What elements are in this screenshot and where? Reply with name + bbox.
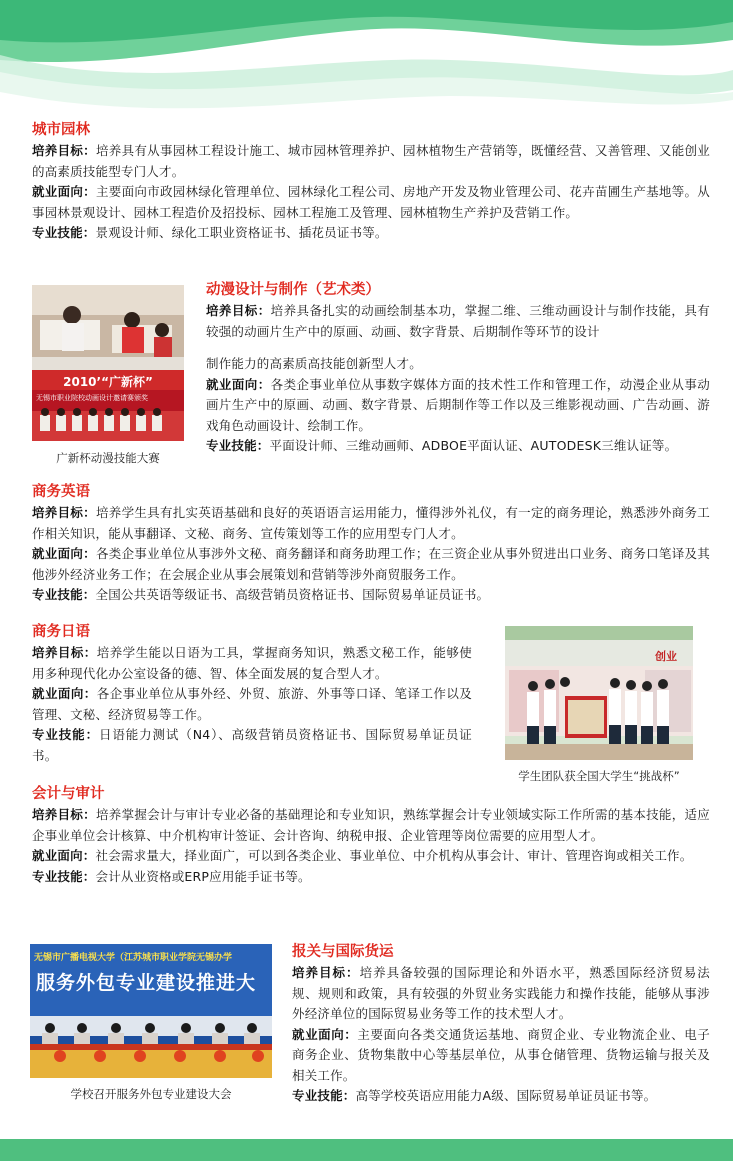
section-business-japanese	[32, 622, 472, 766]
skill-text: 高等学校英语应用能力A级、国际贸易单证员证书等。	[355, 1088, 657, 1103]
training-goal	[292, 963, 710, 1025]
employment	[32, 684, 472, 725]
training-goal	[32, 141, 710, 182]
job-label: 就业面向：	[32, 546, 96, 561]
training-goal-continued: 制作能力的高素质高技能创新型人才。	[206, 356, 422, 371]
job-label: 就业面向：	[32, 184, 96, 199]
skill-text: 景观设计师、绿化工职业资格证书、插花员证书等。	[95, 225, 388, 240]
skills	[32, 867, 710, 888]
job-label: 就业面向：	[32, 848, 96, 863]
goal-label: 培养目标：	[206, 303, 271, 318]
skill-label: 专业技能：	[32, 225, 96, 240]
skills	[32, 223, 710, 244]
photo-animation-contest-image	[32, 285, 184, 441]
employment	[32, 182, 710, 223]
employment	[32, 846, 710, 867]
section-title: 报关与国际货运	[292, 944, 394, 960]
section-title: 会计与审计	[32, 786, 105, 802]
section-customs-freight	[292, 942, 710, 1107]
job-text: 社会需求量大，择业面广，可以到各类企业、事业单位、中介机构从事会计、审计、管理咨询或相关工作。	[95, 848, 693, 863]
goal-text: 培养掌握会计与审计专业必备的基础理论和专业知识，熟练掌握会计专业领域实际工作所需的基本技能，适应企事业单位会计核算、中介机构审计签证、会计咨询、纳税申报、企业管理等岗位需要的应用型人才。	[32, 807, 710, 843]
skill-label: 专业技能：	[32, 868, 96, 884]
goal-label: 培养目标：	[32, 807, 96, 822]
banner-top-text: 无锡市广播电视大学（江苏城市职业学院无锡办学	[34, 953, 233, 963]
goal-text: 培养学生具有扎实英语基础和良好的英语语言运用能力，懂得涉外礼仪，有一定的商务理论，熟悉涉外商务工作相关知识，能从事翻译、文秘、商务、宣传策划等工作的应用型专门人才。	[32, 505, 710, 541]
photo-outsourcing-conference	[30, 944, 272, 1078]
job-label: 就业面向：	[32, 686, 97, 701]
section-animation-design	[206, 280, 710, 457]
skill-label: 专业技能：	[32, 727, 99, 742]
backdrop-sign: 创业	[655, 650, 677, 663]
header-wave-decoration	[0, 0, 733, 120]
skills	[292, 1086, 710, 1107]
goal-text: 培养学生能以日语为工具，掌握商务知识，熟悉文秘工作，能够使用多种现代化办公室设备的德、智、体全面发展的复合型人才。	[32, 645, 472, 681]
photo-challenge-cup-team-image	[505, 626, 693, 760]
photo-caption: 学校召开服务外包专业建设大会	[70, 1087, 232, 1101]
skill-label: 专业技能：	[292, 1088, 356, 1103]
job-text: 主要面向市政园林绿化管理单位、园林绿化工程公司、房地产开发及物业管理公司、花卉苗圃生产基地等。从事园林景观设计、园林工程造价及招投标、园林工程施工及管理、园林植物生产养护及营销工作。	[32, 184, 710, 220]
job-text: 各类企事业单位从事涉外文秘、商务翻译和商务助理工作；在三资企业从事外贸进出口业务、商务口笔译及其他涉外经济业务工作；在会展企业从事会展策划和营销等涉外商贸服务工作。	[32, 546, 710, 582]
photo-animation-contest	[32, 285, 184, 441]
skills	[32, 585, 710, 606]
section-business-english	[32, 482, 710, 606]
job-text: 各类企事业单位从事数字媒体方面的技术性工作和管理工作，动漫企业从事动画片生产中的原画、动画、数字背景、后期制作等工作以及三维影视动画、广告动画、游戏角色动画设计、绘制工作。	[206, 376, 710, 433]
goal-label: 培养目标：	[292, 965, 360, 980]
footer-green-bar	[0, 1139, 733, 1161]
skills	[206, 436, 710, 457]
employment	[292, 1025, 710, 1087]
training-goal	[32, 503, 710, 544]
job-text: 主要面向各类交通货运基地、商贸企业、专业物流企业、电子商务企业、货物集散中心等基层单位，从事仓储管理、货物运输与报关及相关工作。	[292, 1026, 710, 1083]
section-title: 商务英语	[32, 484, 90, 500]
job-label: 就业面向：	[292, 1026, 358, 1042]
employment	[206, 375, 710, 437]
job-text: 各企事业单位从事外经、外贸、旅游、外事等口译、笔译工作以及管理、文秘、经济贸易等工作。	[32, 686, 472, 722]
skill-text: 全国公共英语等级证书、高级营销员资格证书、国际贸易单证员证书。	[95, 587, 490, 602]
skill-text: 日语能力测试（N4）、高级营销员资格证书、国际贸易单证员证书。	[32, 727, 472, 763]
photo-outsourcing-conference-image	[30, 944, 272, 1078]
training-goal	[32, 805, 710, 846]
photo-challenge-cup-team	[505, 626, 693, 760]
training-goal	[206, 301, 710, 342]
job-label: 就业面向：	[206, 376, 271, 392]
goal-text: 培养具有从事园林工程设计施工、城市园林管理养护、园林植物生产营销等，既懂经营、又善管理、又能创业的高素质技能型专门人才。	[32, 143, 710, 179]
section-title: 城市园林	[32, 122, 90, 138]
banner-main-text: 服务外包专业建设推进大	[36, 972, 257, 994]
section-title: 商务日语	[32, 624, 90, 640]
goal-label: 培养目标：	[32, 645, 97, 660]
skills	[32, 725, 472, 766]
banner-year: 2010’“广新杯”	[63, 375, 153, 389]
employment	[32, 544, 710, 585]
goal-text: 培养具备扎实的动画绘制基本功，掌握二维、三维动画设计与制作技能，具有较强的动画片生产中的原画、动画、数字背景、后期制作等环节的设计	[206, 303, 710, 339]
skill-text: 平面设计师、三维动画师、ADBOE平面认证、AUTODESK三维认证等。	[269, 438, 678, 453]
banner-subtitle: 无锡市职业院校动画设计邀请赛颁奖	[36, 394, 148, 402]
goal-label: 培养目标：	[32, 505, 96, 520]
skill-text: 会计从业资格或ERP应用能手证书等。	[95, 868, 311, 884]
photo-caption: 广新杯动漫技能大赛	[56, 451, 160, 465]
training-goal	[32, 643, 472, 684]
skill-label: 专业技能：	[206, 438, 270, 453]
section-accounting-audit	[32, 784, 710, 887]
skill-label: 专业技能：	[32, 587, 96, 602]
goal-text: 培养具备较强的国际理论和外语水平，熟悉国际经济贸易法规、规则和政策，具有较强的外贸业务实践能力和操作技能，能够从事涉外经济单位的国际贸易业务等工作的技术型人才。	[292, 965, 710, 1021]
photo-caption: 学生团队获全国大学生“挑战杯”	[518, 769, 680, 783]
section-urban-landscape	[32, 120, 710, 244]
section-title: 动漫设计与制作（艺术类）	[206, 282, 380, 298]
goal-label: 培养目标：	[32, 143, 96, 158]
